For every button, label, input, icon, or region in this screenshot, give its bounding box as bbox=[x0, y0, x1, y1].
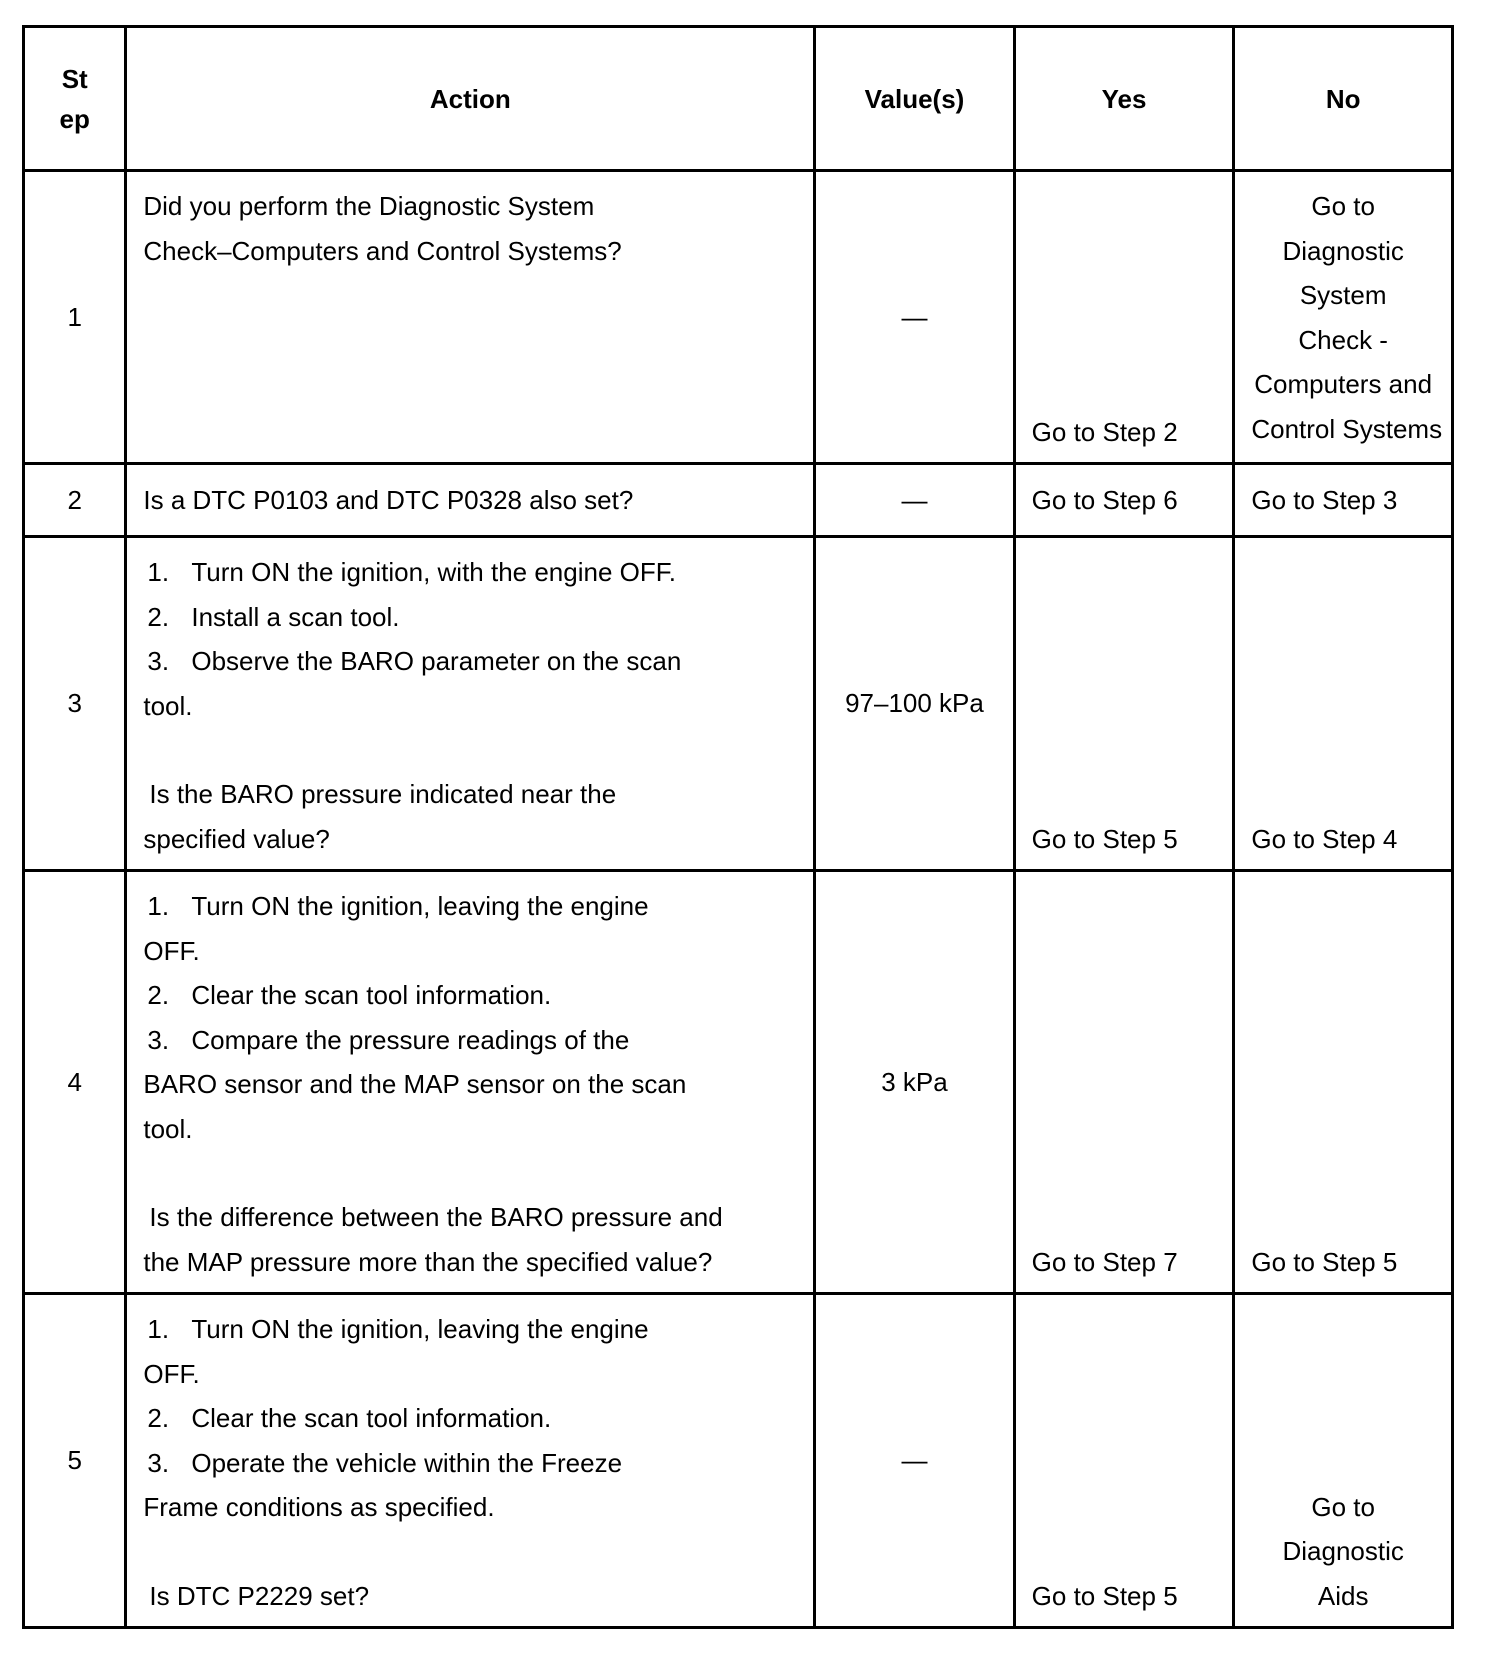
no-cell: Go to Step 4 bbox=[1234, 537, 1453, 871]
step-number: 4 bbox=[24, 871, 126, 1294]
action-cell bbox=[126, 171, 815, 464]
no-cell: Go to Step 3 bbox=[1234, 464, 1453, 537]
yes-cell: Go to Step 5 bbox=[1014, 1294, 1234, 1628]
action-line: Did you perform the Diagnostic System bbox=[143, 191, 595, 221]
list-item-continued: OFF. bbox=[143, 935, 200, 966]
list-item-continued: tool. bbox=[143, 690, 193, 721]
no-cell: Go to Step 5 bbox=[1234, 871, 1453, 1294]
header-no: No bbox=[1234, 27, 1453, 171]
action-cell bbox=[126, 464, 815, 537]
question-line: Is the BARO pressure indicated near the bbox=[149, 779, 617, 809]
header-yes: Yes bbox=[1014, 27, 1234, 171]
value-cell: — bbox=[815, 171, 1014, 464]
list-item: 1. Turn ON the ignition, leaving the engine bbox=[147, 1314, 649, 1344]
value-cell: — bbox=[815, 464, 1014, 537]
yes-cell: Go to Step 6 bbox=[1014, 464, 1234, 537]
header-step: St ep bbox=[24, 27, 126, 171]
no-cell: Go to Diagnostic Aids bbox=[1234, 1294, 1453, 1628]
table-row bbox=[24, 464, 1453, 537]
value-cell: 97–100 kPa bbox=[815, 537, 1014, 871]
yes-cell: Go to Step 7 bbox=[1014, 871, 1234, 1294]
header-values: Value(s) bbox=[815, 27, 1014, 171]
value-cell: 3 kPa bbox=[815, 871, 1014, 1294]
action-cell bbox=[126, 1294, 815, 1628]
list-item: 2. Clear the scan tool information. bbox=[147, 980, 552, 1010]
diagnostic-table-container bbox=[22, 25, 1454, 1629]
action-line: Is a DTC P0103 and DTC P0328 also set? bbox=[143, 484, 634, 515]
step-number: 2 bbox=[24, 464, 126, 537]
list-item: 3. Compare the pressure readings of the bbox=[147, 1024, 630, 1055]
table-row bbox=[24, 537, 1453, 871]
question-line: specified value? bbox=[143, 823, 330, 854]
yes-cell: Go to Step 2 bbox=[1014, 171, 1234, 464]
action-cell bbox=[126, 871, 815, 1294]
list-item: 2. Install a scan tool. bbox=[147, 601, 400, 632]
header-action: Action bbox=[126, 27, 815, 171]
step-number: 3 bbox=[24, 537, 126, 871]
list-item: 3. Observe the BARO parameter on the scan bbox=[147, 646, 682, 676]
step-number: 1 bbox=[24, 171, 126, 464]
list-item: 3. Operate the vehicle within the Freeze bbox=[147, 1447, 623, 1478]
list-item-continued: OFF. bbox=[143, 1358, 200, 1389]
question-line: Is the difference between the BARO pressure and bbox=[149, 1202, 723, 1232]
question-line: Is DTC P2229 set? bbox=[149, 1580, 370, 1611]
table-row bbox=[24, 171, 1453, 464]
list-item-continued: BARO sensor and the MAP sensor on the scan bbox=[143, 1069, 687, 1099]
list-item: 1. Turn ON the ignition, with the engine OFF. bbox=[147, 557, 676, 587]
table-row bbox=[24, 871, 1453, 1294]
list-item-continued: Frame conditions as specified. bbox=[143, 1492, 495, 1522]
table-row bbox=[24, 1294, 1453, 1628]
list-item-continued: tool. bbox=[143, 1113, 193, 1144]
table-header-row bbox=[24, 27, 1453, 171]
yes-cell: Go to Step 5 bbox=[1014, 537, 1234, 871]
action-cell bbox=[126, 537, 815, 871]
list-item: 1. Turn ON the ignition, leaving the engine bbox=[147, 891, 649, 921]
question-line: the MAP pressure more than the specified value? bbox=[143, 1246, 713, 1277]
no-cell: Go to Diagnostic System Check - Computers and Control Systems bbox=[1234, 171, 1453, 464]
list-item: 2. Clear the scan tool information. bbox=[147, 1403, 552, 1433]
action-line: Check–Computers and Control Systems? bbox=[143, 235, 622, 266]
diagnostic-steps-table bbox=[22, 25, 1454, 1629]
value-cell: — bbox=[815, 1294, 1014, 1628]
step-number: 5 bbox=[24, 1294, 126, 1628]
